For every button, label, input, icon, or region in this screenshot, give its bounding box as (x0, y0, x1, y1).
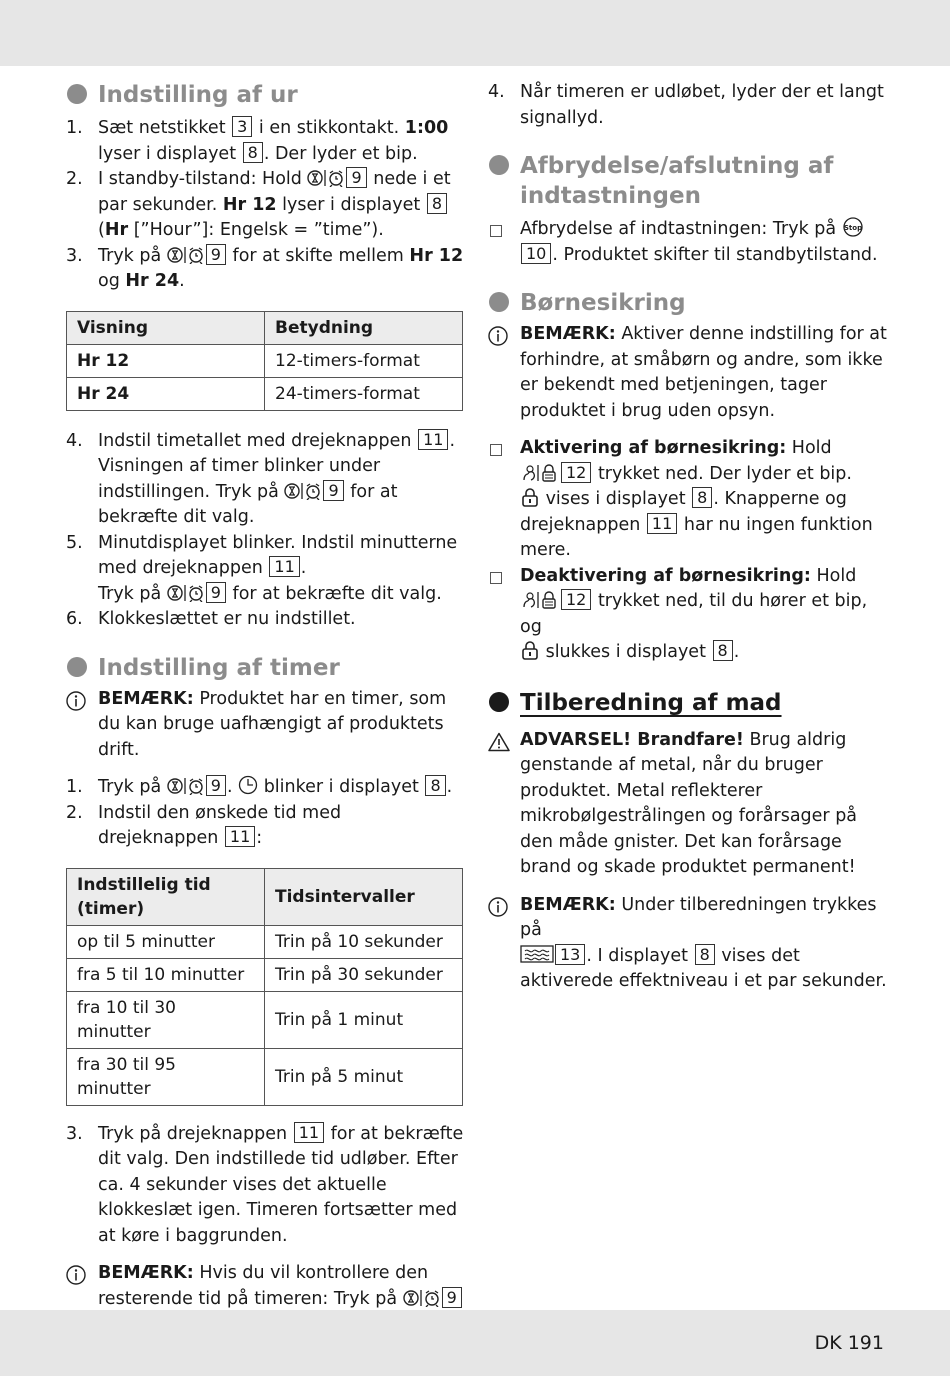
bullet-dot (489, 692, 509, 712)
table-cell: Hr 12 (67, 344, 265, 377)
table-cell: Trin på 1 minut (265, 991, 463, 1048)
left-column (66, 80, 466, 1363)
clock-steps-cont (66, 429, 466, 633)
timer-steps-cont (66, 1122, 466, 1250)
fire-warning: ADVARSEL! Brandfare! Brug aldrig genstande af metal, når du bruger produktet. Metal reflekterer mikrobølgestrålingen og forårsager på den måde gnister. Det kan forårsage brand og skade produktet permanent! (488, 728, 888, 881)
table-cell: fra 5 til 10 minutter (67, 958, 265, 991)
table-header: Betydning (265, 311, 463, 344)
childlock-note: BEMÆRK: Aktiver denne indstilling for at forhindre, at småbørn og andre, som ikke er bekendt med betjeningen, tager produktet i brug uden opsyn. (488, 322, 888, 424)
clock-step-1: 1. Sæt netstikket 3 i en stikkontakt. 1:00 lyser i displayet 8 . Der lyder et bip. (66, 117, 449, 164)
clock-heading: Indstilling af ur (66, 80, 466, 110)
checkbox-bullet (490, 572, 502, 584)
table-cell: op til 5 minutter (67, 925, 265, 958)
table-row (67, 958, 463, 991)
timer-steps-end (488, 80, 888, 131)
table-cell: fra 10 til 30 minutter (67, 991, 265, 1048)
power-level-note: BEMÆRK: Under tilberedningen trykkes på 13 . I displayet 8 vises det aktiverede effektniveau i et par sekunder. (488, 893, 888, 995)
table-header-row (67, 311, 463, 344)
clock-step-2: 2. I standby-tilstand: Hold 9 nede i et par sekunder. Hr 12 lyser i displayet 8 (Hr [”Hour”]: Engelsk = ”time”). (66, 168, 451, 240)
childlock-heading: Børnesikring (488, 288, 888, 318)
timer-remaining-note: BEMÆRK: Hvis du vil kontrollere den resterende tid på timeren: Tryk på 9 (66, 1261, 466, 1363)
page-number: DK 191 (814, 1332, 884, 1354)
timer-heading: Indstilling af timer (66, 653, 466, 683)
checkbox-bullet (490, 444, 502, 456)
clock-step-5: 5. Minutdisplayet blinker. Indstil minutterne med drejeknappen 11 . Tryk på 9 for at bekræfte dit valg. (66, 532, 458, 604)
clock-step-6: 6. Klokkeslættet er nu indstillet. (66, 609, 356, 629)
clock-timer-button-icon (167, 584, 205, 604)
info-icon (488, 897, 508, 923)
timer-step-2: 2. Indstil den ønskede tid med drejeknappen 11 : (66, 802, 342, 848)
clock-timer-button-icon (307, 169, 345, 189)
lock-icon (520, 489, 540, 509)
table-cell: fra 30 til 95 minutter (67, 1048, 265, 1105)
timer-step-1: 1. Tryk på 9 . blinker i displayet 8 . (66, 776, 453, 797)
cancel-heading: Afbrydelse/afslutning af indtastningen (488, 151, 888, 211)
table-cell: Trin på 30 sekunder (265, 958, 463, 991)
clock-timer-button-icon (403, 1289, 441, 1309)
table-header: Tidsintervaller (265, 868, 463, 925)
bottom-band (0, 1310, 950, 1376)
child-lock-icon (520, 464, 560, 484)
table-row (67, 377, 463, 410)
lock-icon (520, 642, 540, 662)
bullet-dot (489, 292, 509, 312)
timer-steps (66, 775, 466, 852)
table-header: Indstillelig tid (timer) (67, 868, 265, 925)
right-column (488, 80, 888, 995)
table-cell: 24-timers-format (265, 377, 463, 410)
svg-text:Stop: Stop (843, 224, 862, 232)
stop-button-icon (842, 219, 864, 239)
food-heading: Tilberedning af mad (488, 688, 888, 718)
clock-steps (66, 116, 466, 295)
table-cell: Trin på 5 minut (265, 1048, 463, 1105)
clock-timer-button-icon (284, 482, 322, 502)
clock-step-4: 4. Indstil timetallet med drejeknappen 11 . Visningen af timer blinker under indstillingen. Tryk på 9 for at bekræfte dit valg. (66, 429, 456, 527)
timer-interval-table (66, 868, 463, 1106)
table-header: Visning (67, 311, 265, 344)
bullet-dot (489, 155, 509, 175)
childlock-deactivate-item: Deaktivering af børnesikring: Hold 12 trykket ned, til du hører et bip, og slukkes i displayet 8 . (488, 564, 888, 666)
cancel-item: Afbrydelse af indtastningen: Tryk på Stop 10 . Produktet skifter til standbytilstand. (488, 217, 888, 268)
table-cell: 12-timers-format (265, 344, 463, 377)
clock-timer-button-icon (167, 246, 205, 266)
table-header-row (67, 868, 463, 925)
table-row (67, 344, 463, 377)
table-row (67, 991, 463, 1048)
info-icon (66, 691, 86, 717)
info-icon (66, 1265, 86, 1291)
timer-step-3: 3. Tryk på drejeknappen 11 for at bekræfte dit valg. Den indstillede tid udløber. Efter ca. 4 sekunder vises det aktuelle klokkeslæt igen. Timeren fortsætter med at køre i baggrunden. (66, 1122, 464, 1246)
table-row (67, 925, 463, 958)
clock-timer-button-icon (167, 777, 205, 797)
microwave-power-icon (520, 946, 554, 966)
display-meaning-table (66, 311, 463, 411)
info-icon (488, 326, 508, 352)
bullet-dot (67, 84, 87, 104)
childlock-activate-item: Aktivering af børnesikring: Hold 12 trykket ned. Der lyder et bip. vises i displayet 8 . Knapperne og drejeknappen 11 har nu ingen funktion mere. (488, 436, 888, 564)
timer-clock-icon (238, 777, 258, 797)
timer-note: BEMÆRK: Produktet har en timer, som du kan bruge uafhængigt af produktets drift. (66, 687, 466, 764)
table-cell: Hr 24 (67, 377, 265, 410)
bullet-dot (67, 657, 87, 677)
clock-step-3: 3. Tryk på 9 for at skifte mellem Hr 12 og Hr 24. (66, 244, 464, 291)
top-band (0, 0, 950, 66)
table-row (67, 1048, 463, 1105)
table-cell: Trin på 10 sekunder (265, 925, 463, 958)
warning-icon (488, 732, 510, 758)
timer-step-4: 4. Når timeren er udløbet, lyder der et langt signallyd. (488, 82, 884, 128)
checkbox-bullet (490, 225, 502, 237)
child-lock-icon (520, 591, 560, 611)
